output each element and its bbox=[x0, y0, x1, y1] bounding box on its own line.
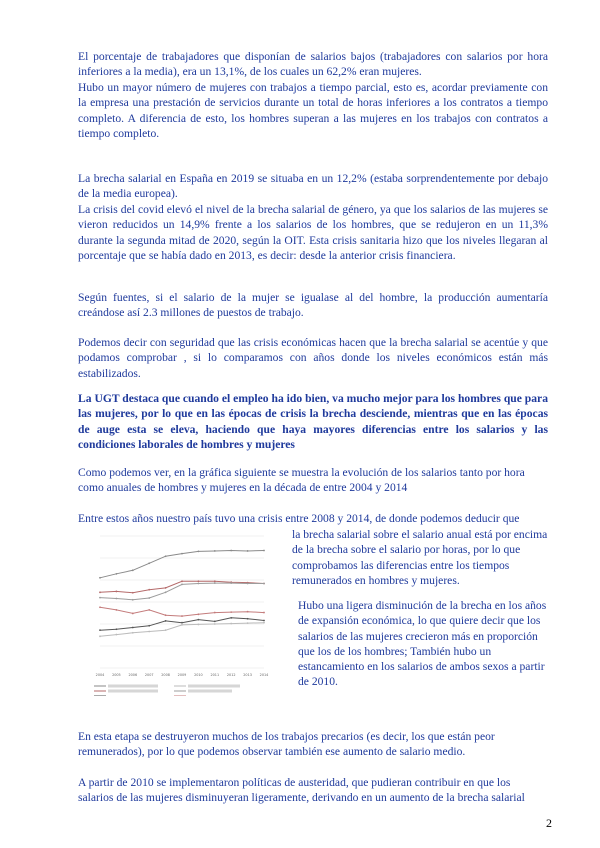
x-tick-label: 2013 bbox=[243, 673, 252, 677]
paragraph-expansion: Hubo una ligera disminución de la brecha en los años de expansión económica, lo que quiere decir que los salarios de las mujeres crecieron más en proporción que los de los hombres; También hubo un estancamiento en los salarios de ambos sexos a partir de 2010. bbox=[298, 599, 547, 689]
paragraph-gap-2019: La brecha salarial en España en 2019 se situaba en un 12,2% (estaba sorprendentemente por debajo de la media europea). bbox=[78, 172, 548, 201]
data-point bbox=[181, 580, 183, 582]
data-point bbox=[99, 606, 101, 608]
data-point bbox=[132, 613, 134, 615]
data-point bbox=[198, 583, 200, 585]
series-line-0 bbox=[100, 551, 264, 578]
series-line-2 bbox=[100, 583, 264, 600]
data-point bbox=[181, 553, 183, 555]
data-point bbox=[181, 624, 183, 626]
x-tick-label: 2014 bbox=[259, 673, 269, 677]
data-point bbox=[99, 597, 101, 599]
x-tick-label: 2011 bbox=[210, 673, 220, 677]
data-point bbox=[148, 609, 150, 611]
paragraph-austerity: A partir de 2010 se implementaron políticas de austeridad, que pudieran contribuir en que los salarios de las mujeres disminuyeran ligeramente, derivando en un aumento de la brecha salarial bbox=[78, 776, 525, 805]
data-point bbox=[116, 634, 118, 636]
series-line-3 bbox=[100, 607, 264, 616]
x-tick-label: 2006 bbox=[128, 673, 138, 677]
data-point bbox=[181, 622, 183, 624]
data-point bbox=[116, 609, 118, 611]
salary-evolution-chart bbox=[86, 528, 282, 696]
data-point bbox=[132, 592, 134, 594]
data-point bbox=[165, 629, 167, 631]
data-point bbox=[181, 584, 183, 586]
x-tick-label: 2008 bbox=[161, 673, 170, 677]
data-point bbox=[263, 620, 265, 622]
data-point bbox=[181, 615, 183, 617]
paragraph-chart-intro: Como podemos ver, en la gráfica siguiente se muestra la evolución de los salarios tanto por hora como anuales de hombres y mujeres en la década de entre 2004 y 2014 bbox=[78, 466, 525, 495]
data-point bbox=[230, 611, 232, 613]
paragraph-part-time: Hubo un mayor número de mujeres con trabajos a tiempo parcial, esto es, acordar previamente con la empresa una prestación de servicios durante un total de horas inferiores a los contratos a tiempo completo. A diferencia de esto, los hombres superan a las mujeres en los trabajos con contratos a tiempo completo. bbox=[78, 81, 548, 140]
data-point bbox=[198, 580, 200, 582]
data-point bbox=[214, 620, 216, 622]
x-tick-label: 2005 bbox=[112, 673, 121, 677]
data-point bbox=[247, 611, 249, 613]
data-point bbox=[263, 622, 265, 624]
x-tick-label: 2007 bbox=[144, 673, 154, 677]
data-point bbox=[116, 628, 118, 630]
data-point bbox=[214, 623, 216, 625]
data-point bbox=[116, 573, 118, 575]
data-point bbox=[198, 613, 200, 615]
data-point bbox=[165, 614, 167, 616]
paragraph-low-wages: El porcentaje de trabajadores que disponían de salarios bajos (trabajadores con salarios por hora inferiores a la media), era un 13,1%, de los cuales un 62,2% eran mujeres. bbox=[78, 50, 548, 79]
data-point bbox=[99, 577, 101, 579]
x-tick-label: 2010 bbox=[194, 673, 203, 677]
data-point bbox=[148, 562, 150, 564]
data-point bbox=[99, 635, 101, 637]
data-point bbox=[148, 625, 150, 627]
data-point bbox=[247, 618, 249, 620]
page-number: 2 bbox=[546, 816, 552, 830]
data-point bbox=[263, 550, 265, 552]
paragraph-crisis: Podemos decir con seguridad que las crisis económicas hacen que la brecha salarial se acentúe y que podamos comprobar , si lo comparamos con años donde los niveles económicos están más estabilizados. bbox=[78, 336, 548, 380]
data-point bbox=[198, 551, 200, 553]
chart-gridlines bbox=[100, 536, 264, 668]
paragraph-crisis-years: Entre estos años nuestro país tuvo una crisis entre 2008 y 2014, de donde podemos deducir que bbox=[78, 512, 520, 525]
paragraph-production: Según fuentes, si el salario de la mujer se igualase al del hombre, la producción aumentaría creándose así 2.3 millones de puestos de trabajo. bbox=[78, 291, 548, 320]
paragraph-ugt: La UGT destaca que cuando el empleo ha ido bien, va mucho mejor para los hombres que para las mujeres, por lo que en las épocas de crisis la brecha desciende, mientras que en las épocas de auge esta se eleva, haciendo que haya mayores diferencias entre los salarios y las condiciones laborales de hombres y mujeres bbox=[78, 392, 548, 451]
paragraph-precarious: En esta etapa se destruyeron muchos de los trabajos precarios (es decir, los que están peor remunerados), por lo que podemos observar también ese aumento de salario medio. bbox=[78, 730, 495, 759]
data-point bbox=[214, 612, 216, 614]
data-point bbox=[198, 619, 200, 621]
data-point bbox=[116, 598, 118, 600]
data-point bbox=[214, 550, 216, 552]
data-point bbox=[148, 589, 150, 591]
data-point bbox=[165, 587, 167, 589]
data-point bbox=[165, 591, 167, 593]
data-point bbox=[132, 632, 134, 634]
paragraph-covid: La crisis del covid elevó el nivel de la brecha salarial de género, ya que los salarios de las mujeres se vieron reducidos un 14,9% frente a los salarios de los hombres, que se redujeron en un 11,3% durante la segunda mitad de 2020, según la OIT. Esta crisis sanitaria hizo que los niveles llegaran al porcentaje que se había dado en 2013, es decir: desde la anterior crisis financiera. bbox=[78, 203, 548, 262]
data-point bbox=[247, 583, 249, 585]
chart-legend bbox=[94, 685, 240, 697]
x-tick-label: 2009 bbox=[177, 673, 187, 677]
data-point bbox=[148, 597, 150, 599]
data-point bbox=[214, 582, 216, 584]
data-point bbox=[263, 583, 265, 585]
data-point bbox=[132, 599, 134, 601]
data-point bbox=[148, 631, 150, 633]
data-point bbox=[263, 612, 265, 614]
data-point bbox=[230, 582, 232, 584]
data-point bbox=[247, 622, 249, 624]
data-point bbox=[230, 617, 232, 619]
data-point bbox=[230, 623, 232, 625]
data-point bbox=[214, 580, 216, 582]
data-point bbox=[165, 620, 167, 622]
x-tick-label: 2012 bbox=[226, 673, 236, 677]
data-point bbox=[116, 591, 118, 593]
data-point bbox=[165, 555, 167, 557]
x-tick-label: 2004 bbox=[95, 673, 105, 677]
data-point bbox=[198, 624, 200, 626]
paragraph-annual-gap: la brecha salarial sobre el salario anual está por encima de la brecha sobre el salario por horas, por lo que comprobamos las diferencias entre los tiempos remunerados en hombres y mujeres. bbox=[292, 528, 548, 587]
data-point bbox=[247, 550, 249, 552]
data-point bbox=[132, 627, 134, 629]
data-point bbox=[230, 550, 232, 552]
data-point bbox=[132, 569, 134, 571]
data-point bbox=[99, 591, 101, 593]
data-point bbox=[99, 629, 101, 631]
chart-x-ticks bbox=[96, 673, 269, 677]
